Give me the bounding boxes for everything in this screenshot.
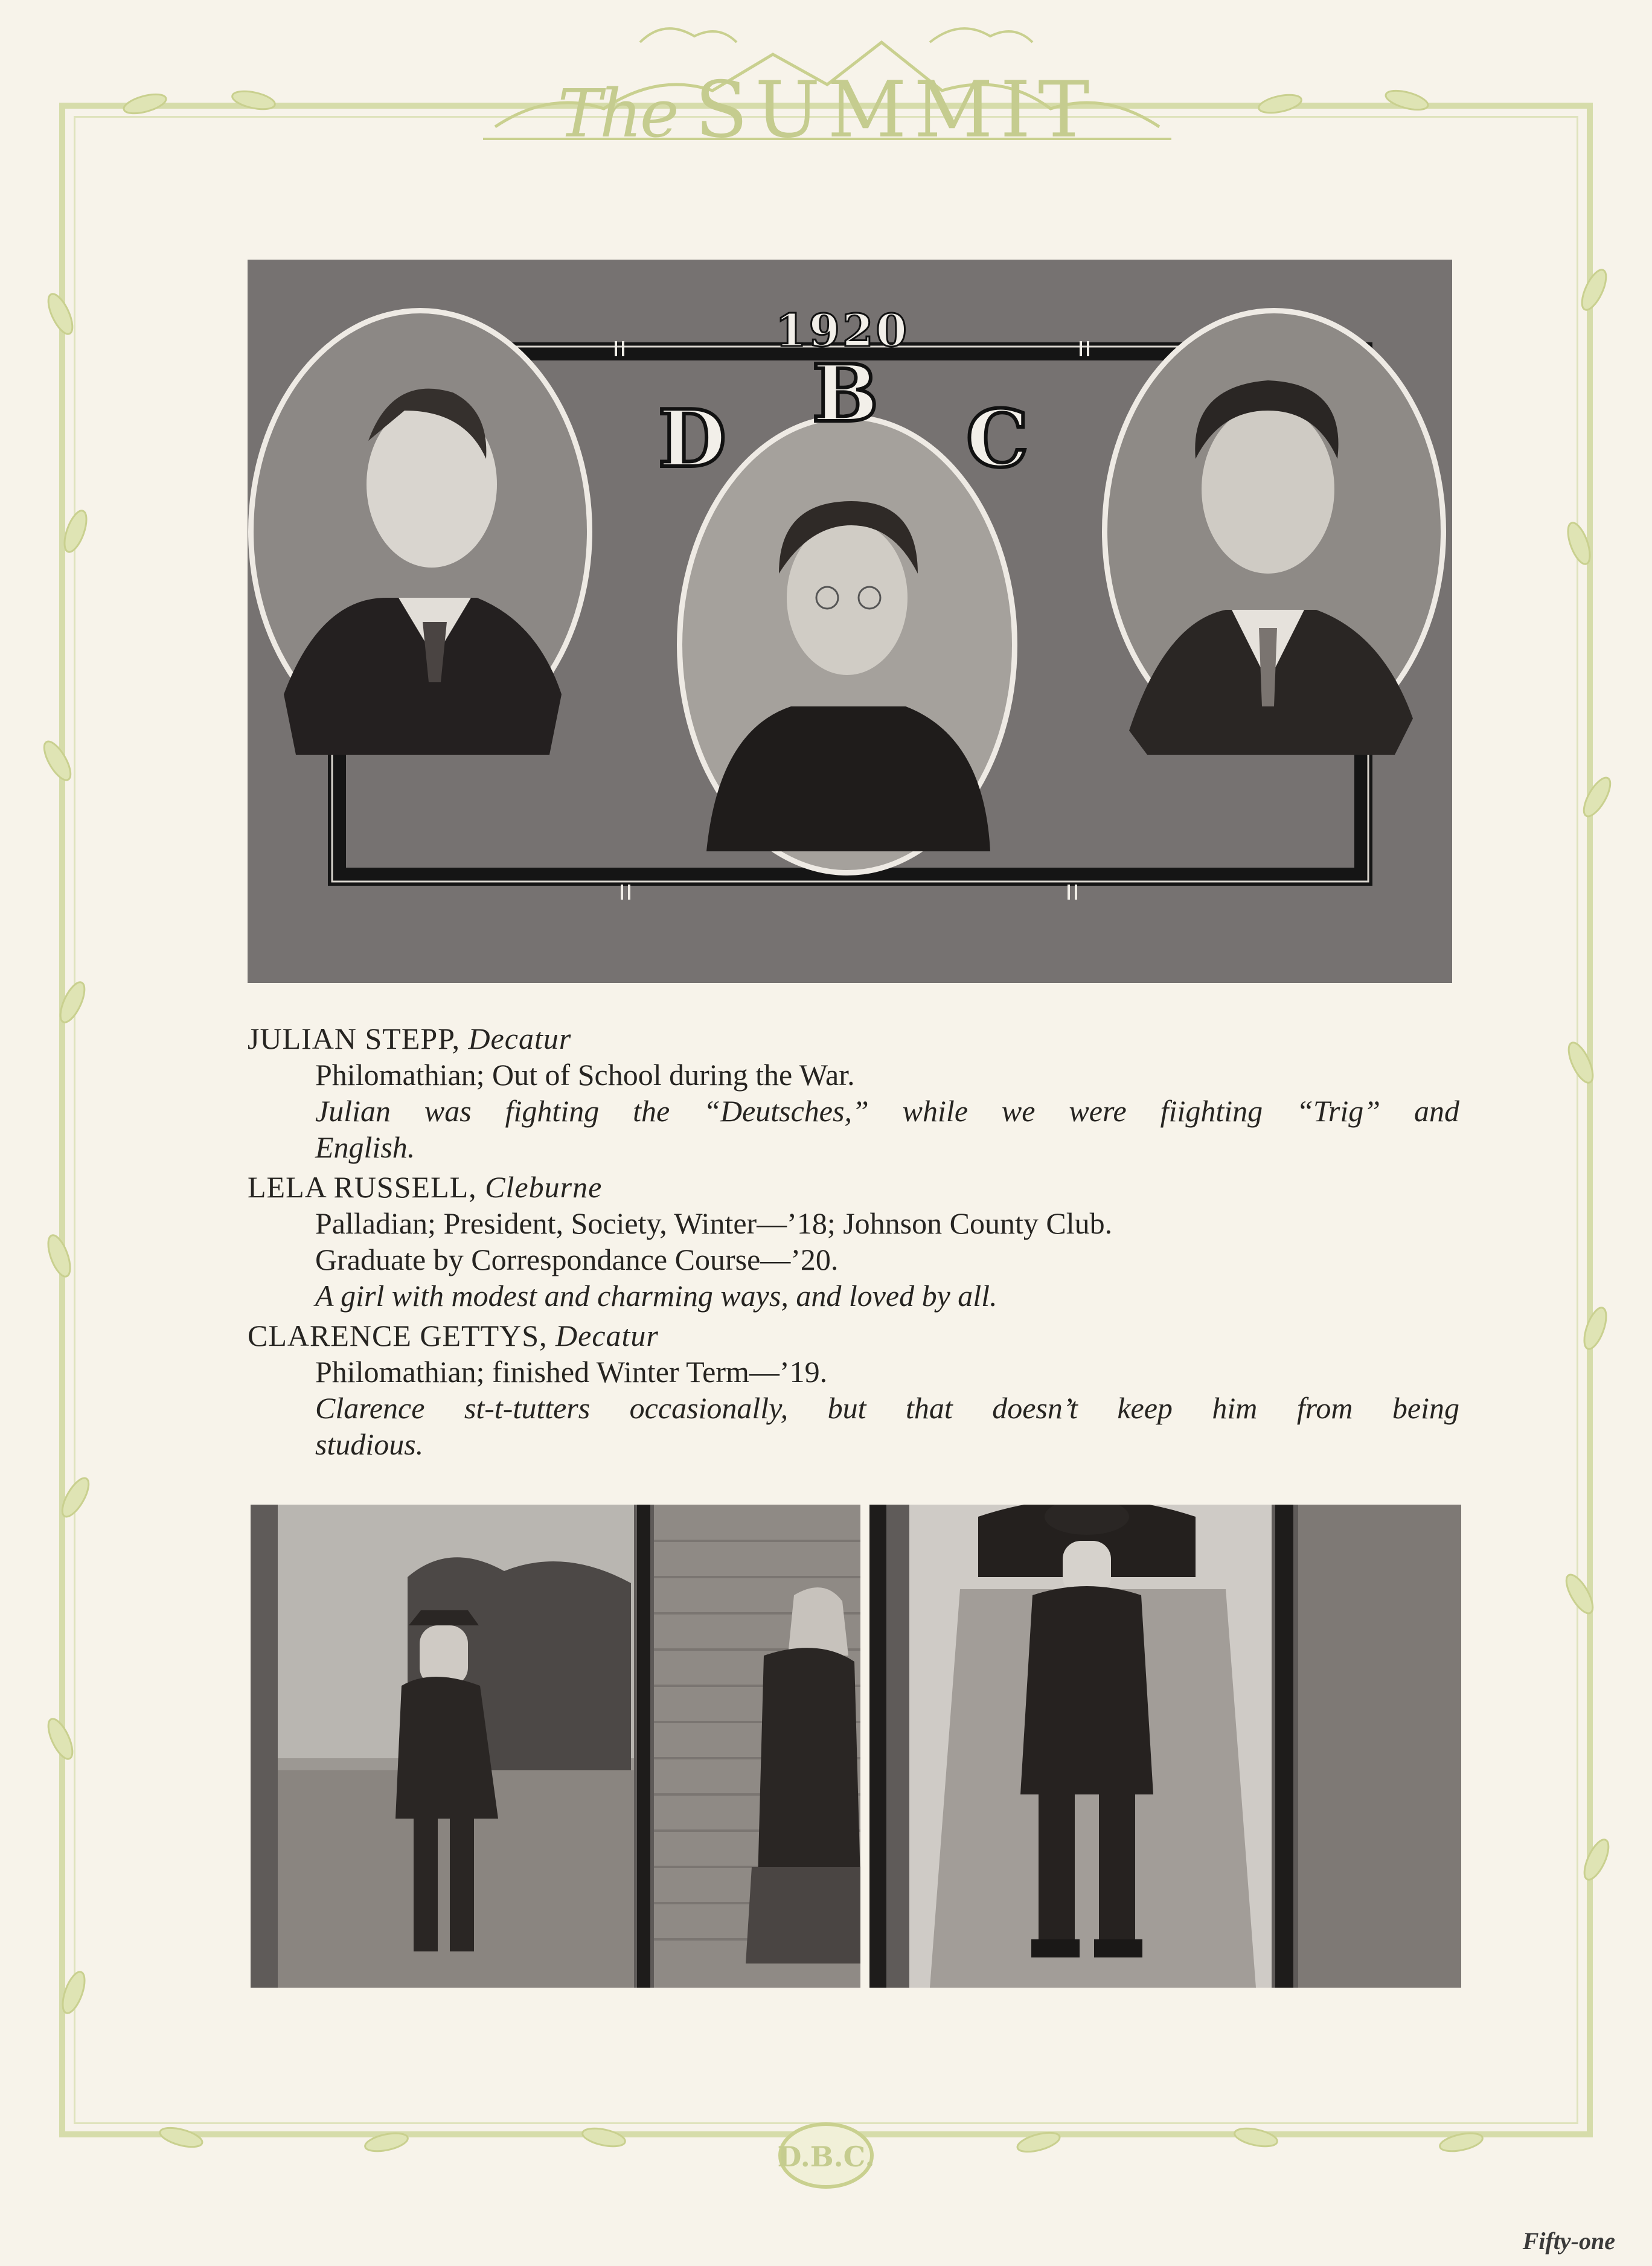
entry-town: Decatur [555,1319,659,1352]
entry-detail: Graduate by Correspondance Course—’20. [315,1243,839,1276]
monogram-letter-d: D [658,392,726,485]
entry-detail: Philomathian; Out of School during the War. [315,1058,855,1092]
entry-quote: Clarence st-t-tutters occasionally, but that doesn’t keep him from being [315,1391,1459,1425]
monogram-letter-b: B [812,347,879,440]
entry-name-lela-russell: LELA RUSSELL, Cleburne [248,1170,603,1204]
monogram-letter-c: C [966,392,1029,485]
page-number: Fifty-one [1522,2227,1615,2255]
entry-town: Cleburne [485,1170,603,1204]
entry-name-clarence-gettys: CLARENCE GETTYS, Decatur [248,1319,659,1352]
entry-quote: studious. [315,1427,424,1461]
snapshot-man-in-field [251,1505,860,1988]
entry-town: Decatur [468,1022,572,1055]
snapshot-strip-left [251,1505,860,1988]
dbc-emblem [778,2124,875,2187]
composite-year: 1920 [775,305,909,357]
entry-quote: English. [315,1130,415,1164]
title-summit: SUMMIT [694,65,1097,155]
title-the: The [557,75,677,152]
entry-name-julian-stepp: JULIAN STEPP, Decatur [248,1022,572,1055]
yearbook-title [495,65,1159,155]
entry-detail: Palladian; President, Society, Winter—’18; Johnson County Club. [315,1206,1113,1240]
entry-quote: Julian was fighting the “Deutsches,” while we were fiighting “Trig” and [315,1094,1459,1128]
svg-text:D.B.C.: D.B.C. [777,2140,875,2173]
snapshot-strip-right [869,1505,1461,1988]
snapshot-man-by-bell [869,1505,1461,1988]
entry-detail: Philomathian; finished Winter Term—’19. [315,1355,828,1389]
entry-quote: A girl with modest and charming ways, and loved by all. [315,1279,997,1313]
